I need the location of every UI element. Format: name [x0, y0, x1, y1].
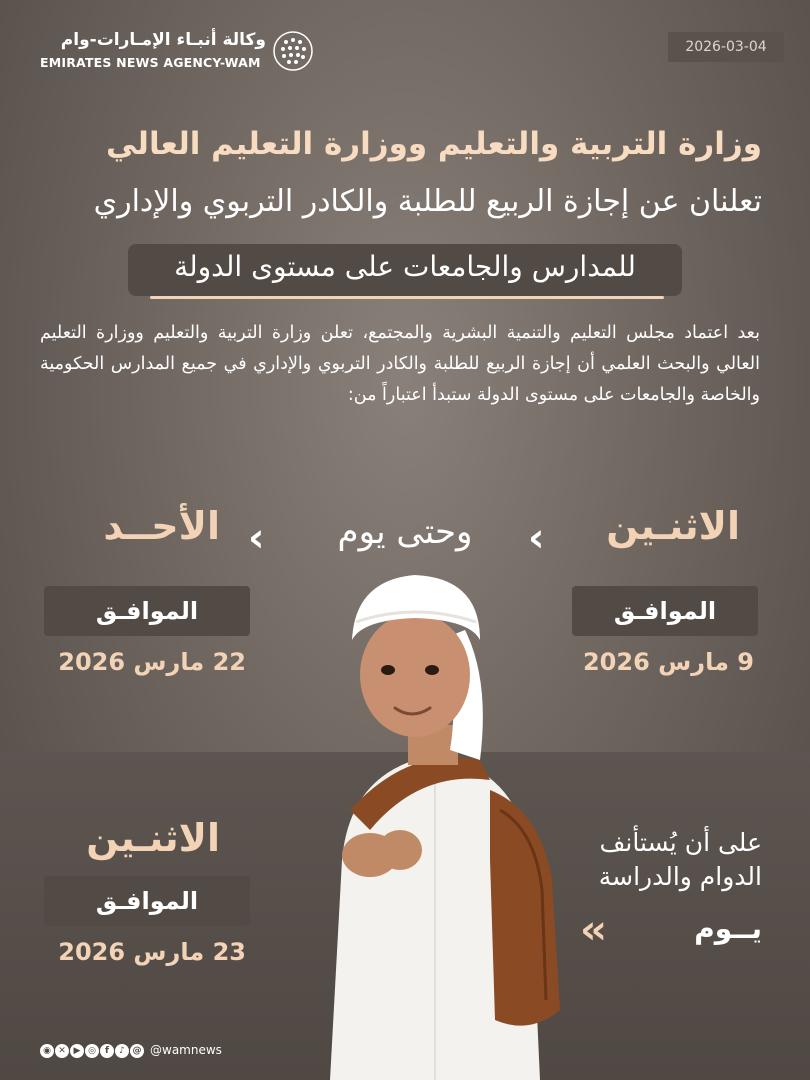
threads-icon: @	[130, 1044, 144, 1058]
resume-line1: على أن يُستأنف	[599, 828, 762, 857]
until-label: وحتى يوم	[337, 512, 473, 552]
resume-day-word: يــوم	[694, 912, 762, 945]
instagram-icon: ◎	[85, 1044, 99, 1058]
start-label-tag: الموافـق	[572, 586, 758, 636]
student-illustration	[290, 560, 580, 1080]
logo-arabic-text: وكالة أنبـاء الإمـارات-وام	[60, 30, 266, 50]
x-icon: ✕	[55, 1044, 69, 1058]
wam-logo	[40, 28, 320, 76]
headline-scope-box	[128, 244, 682, 296]
globe-dots-icon	[272, 30, 314, 72]
resume-day: الاثنـين	[86, 816, 220, 860]
headline-ministries: وزارة التربية والتعليم ووزارة التعليم العالي	[105, 126, 762, 162]
start-date: 9 مارس 2026	[582, 648, 754, 676]
resume-line2: الدوام والدراسة	[598, 862, 762, 891]
youtube-icon: ▶	[70, 1044, 84, 1058]
end-day: الأحــد	[103, 504, 220, 548]
social-handle: @wamnews	[150, 1043, 222, 1057]
resume-label-tag: الموافـق	[44, 876, 250, 926]
chevron-left-icon: ‹	[248, 515, 265, 561]
end-date: 22 مارس 2026	[58, 648, 246, 676]
announcement-paragraph: بعد اعتماد مجلس التعليم والتنمية البشرية والمجتمع، تعلن وزارة التربية والتعليم ووزارة التعليم العالي والبحث العلمي أن إجازة الربيع للطلبة والكادر التربوي والإداري في جميع المدارس الحكومية والخاصة والجامعات على مستوى الدولة ستبدأ اعتباراً من:	[40, 323, 760, 405]
headline-announce: تعلنان عن إجازة الربيع للطلبة والكادر التربوي والإداري	[93, 184, 762, 219]
whatsapp-icon: ◉	[40, 1044, 54, 1058]
start-day: الاثنـين	[606, 504, 740, 548]
chevron-left-icon: ‹	[528, 515, 545, 561]
double-chevron-left-icon: ‹‹	[580, 907, 601, 953]
resume-text	[540, 826, 762, 894]
tiktok-icon: ♪	[115, 1044, 129, 1058]
headline-scope: للمدارس والجامعات على مستوى الدولة	[174, 250, 636, 283]
end-label-tag: الموافـق	[44, 586, 250, 636]
logo-english-text: EMIRATES NEWS AGENCY-WAM	[40, 55, 261, 70]
resume-date: 23 مارس 2026	[58, 938, 246, 966]
facebook-icon: f	[100, 1044, 114, 1058]
date-badge: 2026-03-04	[668, 32, 784, 62]
scope-underline	[150, 296, 664, 299]
